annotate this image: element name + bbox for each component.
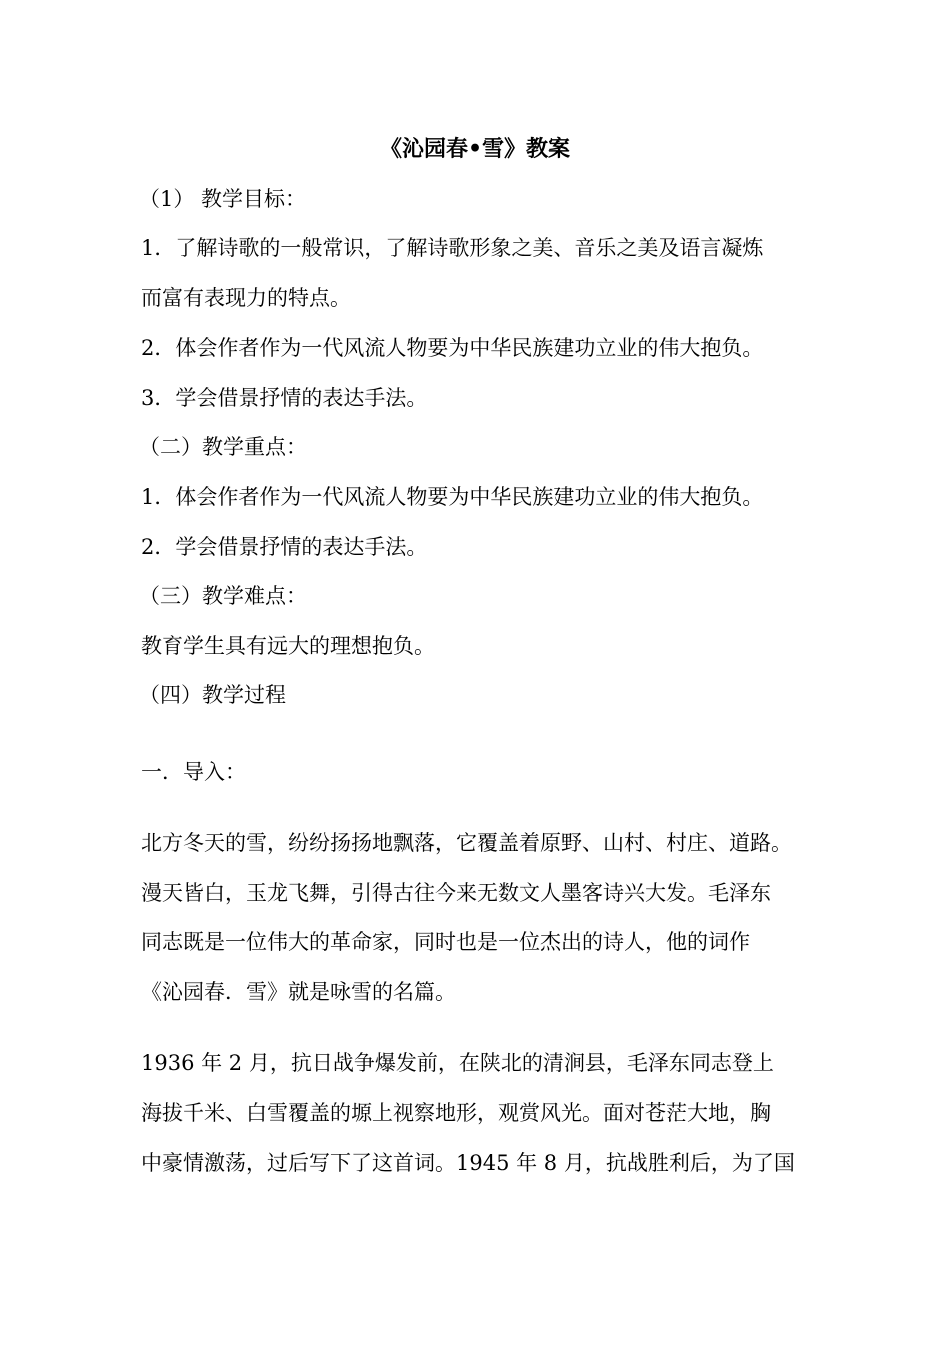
section-heading-objectives: （1） 教学目标： bbox=[139, 187, 307, 211]
objective-item: 2．体会作者作为一代风流人物要为中华民族建功立业的伟大抱负。 bbox=[141, 336, 764, 360]
section-heading-difficulties: （三）教学难点： bbox=[139, 584, 307, 608]
intro-paragraph-line: 海拔千米、白雪覆盖的塬上视察地形，观赏风光。面对苍茫大地，胸 bbox=[141, 1101, 771, 1125]
intro-heading: 一．导入： bbox=[141, 760, 246, 784]
intro-paragraph-line: 《沁园春．雪》就是咏雪的名篇。 bbox=[141, 980, 456, 1004]
section-heading-key-points: （二）教学重点： bbox=[139, 435, 307, 459]
intro-paragraph-line: 同志既是一位伟大的革命家，同时也是一位杰出的诗人，他的词作 bbox=[141, 930, 750, 954]
key-point-item: 1．体会作者作为一代风流人物要为中华民族建功立业的伟大抱负。 bbox=[141, 485, 764, 509]
objective-item: 3．学会借景抒情的表达手法。 bbox=[141, 386, 428, 410]
section-heading-process: （四）教学过程 bbox=[139, 683, 286, 707]
intro-paragraph-line: 1936 年 2 月，抗日战争爆发前，在陕北的清涧县，毛泽东同志登上 bbox=[141, 1051, 774, 1075]
intro-paragraph-line: 中豪情激荡，过后写下了这首词。1945 年 8 月，抗战胜利后，为了国 bbox=[141, 1151, 795, 1175]
intro-paragraph-line: 北方冬天的雪，纷纷扬扬地飘落，它覆盖着原野、山村、村庄、道路。 bbox=[141, 831, 792, 855]
objective-item: 1．了解诗歌的一般常识，了解诗歌形象之美、音乐之美及语言凝炼 bbox=[141, 236, 764, 260]
objective-item: 而富有表现力的特点。 bbox=[141, 286, 351, 310]
difficulty-item: 教育学生具有远大的理想抱负。 bbox=[141, 634, 435, 658]
document-title: 《沁园春•雪》教案 bbox=[379, 136, 571, 162]
intro-paragraph-line: 漫天皆白，玉龙飞舞，引得古往今来无数文人墨客诗兴大发。毛泽东 bbox=[141, 881, 771, 905]
key-point-item: 2．学会借景抒情的表达手法。 bbox=[141, 535, 428, 559]
